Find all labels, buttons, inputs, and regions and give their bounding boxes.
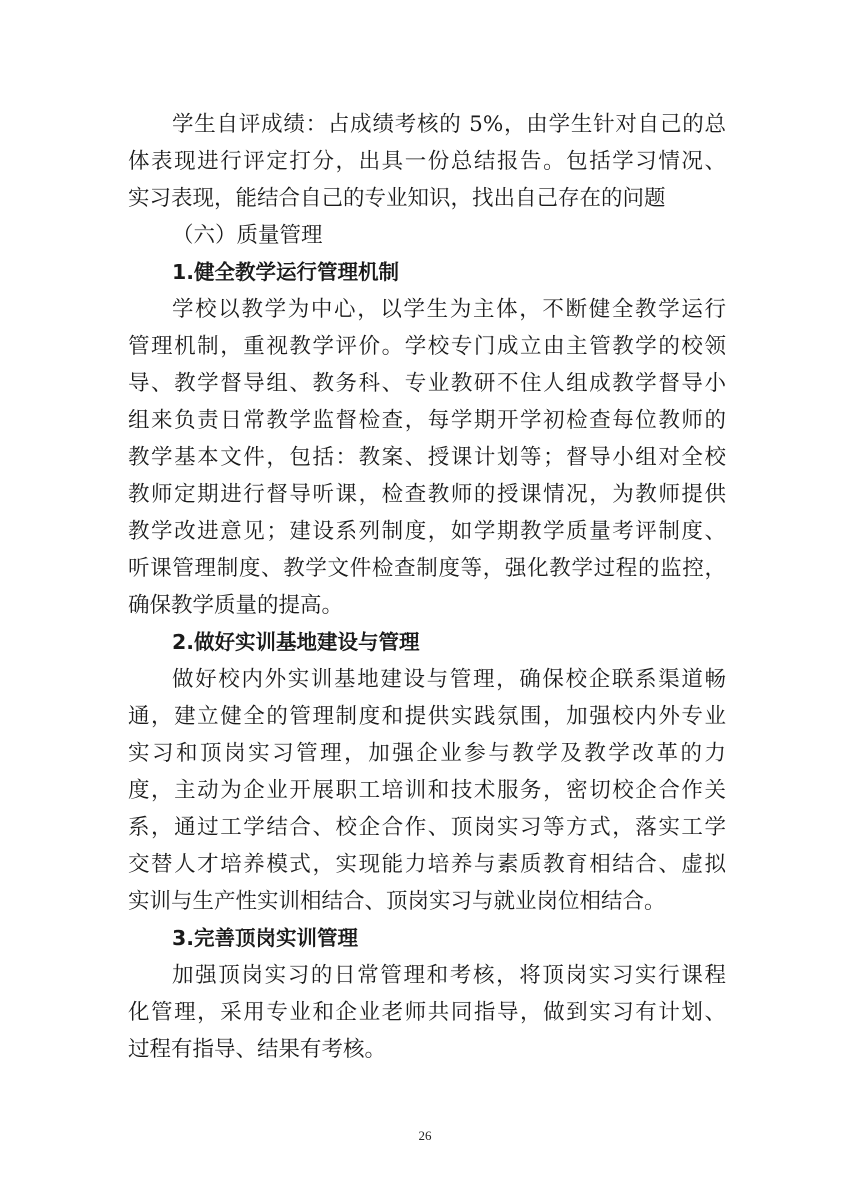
- paragraph-line: 实习和顶岗实习管理，加强企业参与教学及教学改革的力: [128, 741, 726, 766]
- paragraph-line: 组来负责日常教学监督检查，每学期开学初检查每位教师的: [128, 408, 726, 433]
- paragraph-line: 教师定期进行督导听课，检查教师的授课情况，为教师提供: [128, 482, 726, 507]
- document-body: [128, 106, 726, 1068]
- page-number: 26: [418, 1128, 432, 1143]
- paragraph-line: 做好校内外实训基地建设与管理，确保校企联系渠道畅: [172, 667, 726, 692]
- paragraph-line: 系，通过工学结合、校企合作、顶岗实习等方式，落实工学: [128, 815, 726, 840]
- paragraph-line: 加强顶岗实习的日常管理和考核，将顶岗实习实行课程: [172, 963, 726, 988]
- subsection-heading: 2.做好实训基地建设与管理: [172, 630, 420, 654]
- paragraph-line: 导、教学督导组、教务科、专业教研不住人组成教学督导小: [128, 371, 726, 396]
- paragraph-line: 体表现进行评定打分，出具一份总结报告。包括学习情况、: [128, 149, 726, 174]
- paragraph-line: 过程有指导、结果有考核。: [128, 1037, 387, 1062]
- paragraph-line: 管理机制，重视教学评价。学校专门成立由主管教学的校领: [128, 334, 726, 359]
- paragraph-line: 学校以教学为中心，以学生为主体，不断健全教学运行: [172, 297, 726, 322]
- paragraph-line: 化管理，采用专业和企业老师共同指导，做到实习有计划、: [128, 1000, 726, 1025]
- paragraph-line: 交替人才培养模式，实现能力培养与素质教育相结合、虚拟: [128, 852, 726, 877]
- paragraph-line: 通，建立健全的管理制度和提供实践氛围，加强校内外专业: [128, 704, 726, 729]
- paragraph-line: 确保教学质量的提高。: [128, 593, 344, 618]
- paragraph-line: 实训与生产性实训相结合、顶岗实习与就业岗位相结合。: [128, 889, 666, 914]
- subsection-heading: 1.健全教学运行管理机制: [172, 260, 400, 284]
- paragraph-line: 听课管理制度、教学文件检查制度等，强化教学过程的监控，: [128, 556, 726, 581]
- paragraph-line: 实习表现，能结合自己的专业知识，找出自己存在的问题: [128, 186, 666, 211]
- paragraph-line: 教学改进意见；建设系列制度，如学期教学质量考评制度、: [128, 519, 726, 544]
- paragraph-line: 度，主动为企业开展职工培训和技术服务，密切校企合作关: [128, 778, 726, 803]
- subsection-heading: 3.完善顶岗实训管理: [172, 926, 359, 950]
- paragraph-line: 教学基本文件，包括：教案、授课计划等；督导小组对全校: [128, 445, 726, 470]
- section-heading: （六）质量管理: [172, 223, 323, 248]
- paragraph-line: 学生自评成绩：占成绩考核的 5%，由学生针对自己的总: [172, 112, 726, 137]
